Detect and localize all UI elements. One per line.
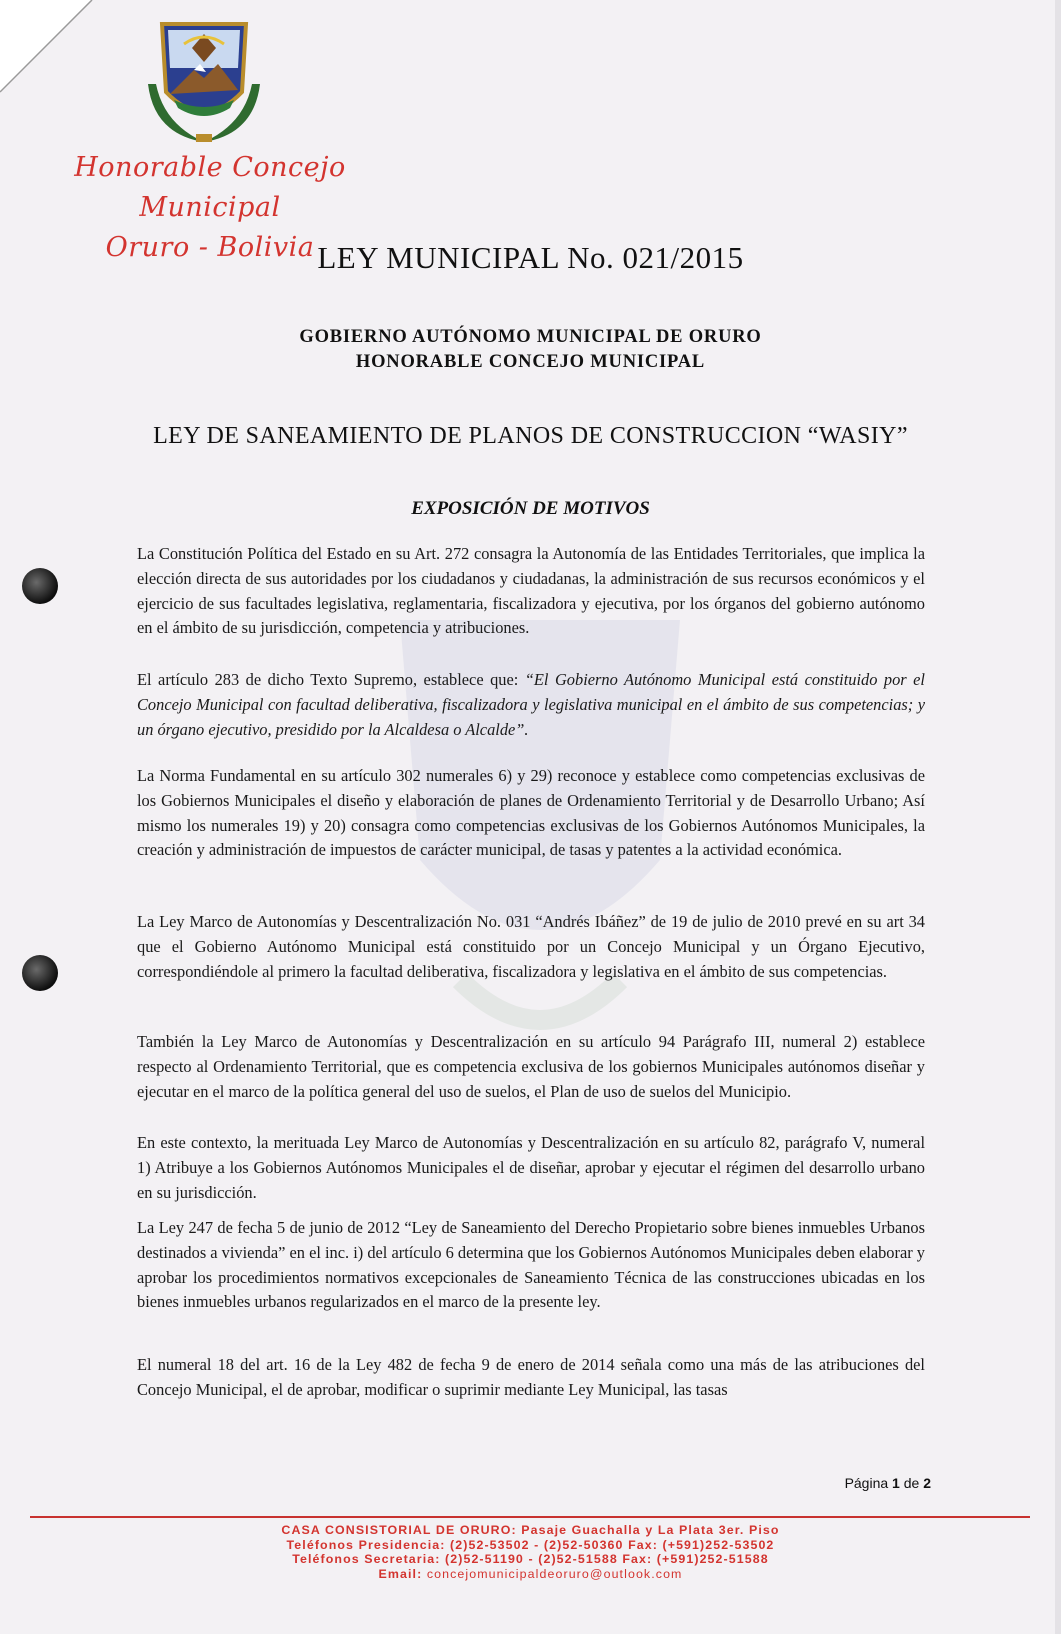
council-header: HONORABLE CONCEJO MUNICIPAL (355, 352, 706, 372)
footer-email[interactable]: concejomunicipaldeoruro@outlook.com (426, 1566, 683, 1581)
paragraph: La Norma Fundamental en su artículo 302 numerales 6) y 29) reconoce y establece como competencias exclusivas de los Gobiernos Municipales el diseño y elaboración de planes de Ordenamiento Territorial y de Desarrollo Urbano; Así mismo los numerales 19) y 20) consagra como competencias exclusivas de los Gobiernos Autónomos Municipales, la creación y administración de impuestos de carácter municipal, de tasas y patentes a la actividad económica. (137, 766, 925, 860)
footer-address: CASA CONSISTORIAL DE ORURO: Pasaje Guachalla y La Plata 3er. Piso (281, 1523, 780, 1537)
paragraph-lead: El artículo 283 de dicho Texto Supremo, establece que: (137, 670, 525, 689)
page-of: de (899, 1475, 924, 1491)
quoted-article: “El Gobierno Autónomo Municipal está constituido por el Concejo Municipal con facultad deliberativa, fiscalizadora y legislativa municipal en el ámbito de sus competencias; y un órgano ejecutivo, presidido por la Alcaldesa o Alcalde”. (137, 670, 925, 739)
law-number-title: LEY MUNICIPAL No. 021/2015 (317, 240, 744, 275)
council-name-line2: Oruro - Bolivia (105, 232, 315, 263)
paragraph: También la Ley Marco de Autonomías y Descentralización en su artículo 94 Parágrafo III, numeral 2) establece respecto al Ordenamiento Territorial, que es competencia exclusiva de los gobiernos Municipales autónomos diseñar y ejecutar en el marco de la política general del uso de suelos, el Plan de uso de suelos del Municipio. (137, 1032, 925, 1101)
paragraph: En este contexto, la merituada Ley Marco de Autonomías y Descentralización en su artículo 82, parágrafo V, numeral 1) Atribuye a los Gobiernos Autónomos Municipales el de diseñar, aprobar y ejecutar el régimen del desarrollo urbano en su jurisdicción. (137, 1133, 925, 1202)
fold-shadow (0, 0, 130, 130)
paragraph: El numeral 18 del art. 16 de la Ley 482 de fecha 9 de enero de 2014 señala como una más de las atribuciones del Concejo Municipal, el de aprobar, modificar o suprimir mediante Ley Municipal, las tasas (137, 1355, 925, 1399)
footer-divider (30, 1516, 1030, 1518)
paragraph (137, 668, 925, 742)
footer-contact (0, 1523, 1061, 1581)
footer-phones-secretary: Teléfonos Secretaria: (2)52-51190 - (2)52-51588 Fax: (+591)252-51588 (292, 1552, 769, 1566)
paragraph: La Constitución Política del Estado en su Art. 272 consagra la Autonomía de las Entidades Territoriales, que implica la elección directa de sus autoridades por los ciudadanos y ciudadanas, la administración de sus recursos económicos y el ejercicio de sus facultades legislativa, reglamentaria, fiscalizadora y ejecutiva, por los órganos del gobierno autónomo en el ámbito de su jurisdicción, competencia y atribuciones. (137, 544, 925, 638)
paragraph: La Ley 247 de fecha 5 de junio de 2012 “Ley de Saneamiento del Derecho Propietario sobre bienes inmuebles Urbanos destinados a vivienda” en el inc. i) del artículo 6 determina que los Gobiernos Autónomos Municipales deben elaborar y aprobar los procedimientos normativos excepcionales de Saneamiento Técnica de las construcciones ubicadas en los bienes inmuebles urbanos regularizados en el marco de la presente ley. (137, 1218, 925, 1312)
government-header: GOBIERNO AUTÓNOMO MUNICIPAL DE ORURO (299, 327, 762, 347)
section-title: EXPOSICIÓN DE MOTIVOS (411, 498, 650, 519)
page-current: 1 (892, 1475, 900, 1491)
punch-hole (22, 955, 58, 991)
municipal-crest-icon (134, 14, 274, 154)
page-total: 2 (923, 1475, 931, 1491)
paragraph: La Ley Marco de Autonomías y Descentralización No. 031 “Andrés Ibáñez” de 19 de julio de 2010 prevé en su art 34 que el Gobierno Autónomo Municipal está constituido por un Concejo Municipal y un Órgano Ejecutivo, correspondiéndole al primero la facultad deliberativa, fiscalizadora y legislativa en el ámbito de sus competencias. (137, 912, 925, 981)
footer-phones-presidency: Teléfonos Presidencia: (2)52-53502 - (2)52-50360 Fax: (+591)252-53502 (286, 1537, 775, 1552)
page-number (845, 1475, 931, 1491)
footer-email-label: Email: (378, 1566, 427, 1581)
council-name-line1: Honorable Concejo Municipal (74, 152, 346, 223)
punch-hole (22, 568, 58, 604)
law-title: LEY DE SANEAMIENTO DE PLANOS DE CONSTRUCCION “WASIY” (153, 423, 908, 449)
page-label: Página (844, 1475, 893, 1491)
